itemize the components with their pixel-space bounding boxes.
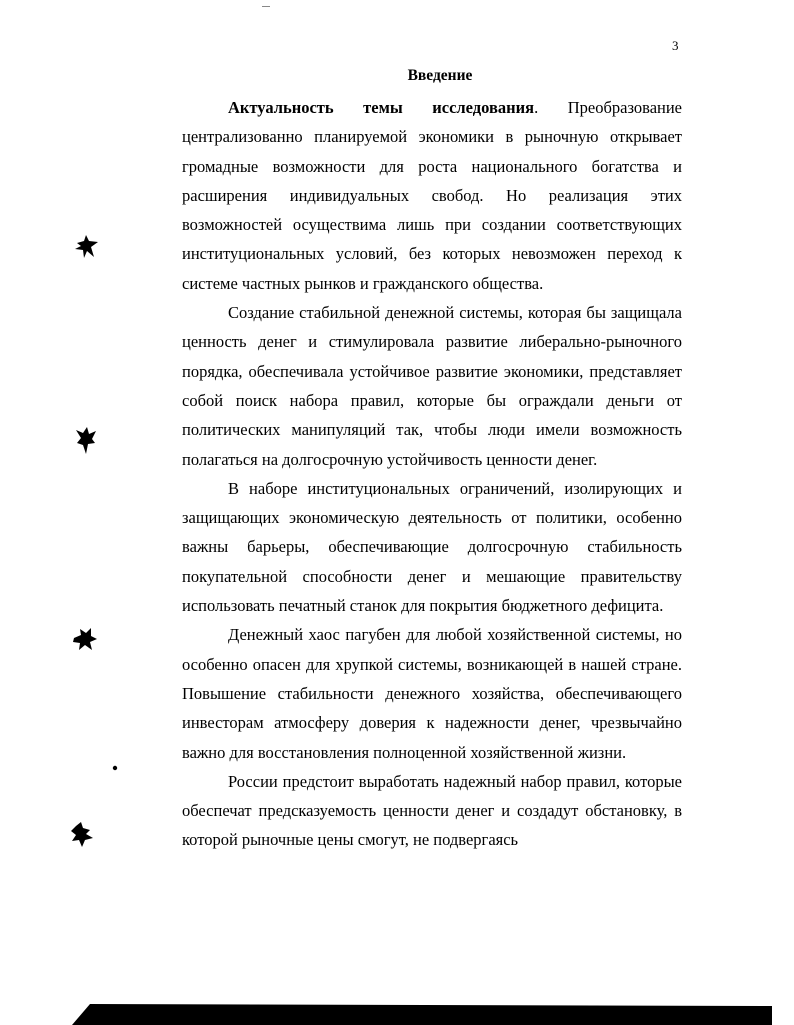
- paragraph: Денежный хаос пагубен для любой хозяйственной системы, но особенно опасен для хрупкой системы, возникающей в нашей стране. Повышение стабильности денежного хозяйства, обеспечивающего инвесторам атмосферу доверия к надежности денег, чрезвычайно важно для восстановления полноценной хозяйственной жизни.: [182, 625, 682, 762]
- page-title: Введение: [407, 67, 473, 84]
- paragraph: [182, 93, 682, 298]
- section-lead-heading: Актуальность темы исследования: [228, 98, 535, 117]
- hole-punch-mark: [74, 427, 98, 455]
- hole-punch-mark: [72, 628, 98, 652]
- paragraph: Создание стабильной денежной системы, которая бы защищала ценность денег и стимулировала развитие либерально-рыночного порядка, обеспечивала устойчивое развитие экономики, представляет собой поиск набора правил, которые бы ограждали деньги от политических манипуляций так, чтобы люди имели возможность полагаться на долгосрочную устойчивость ценности денег.: [182, 303, 682, 469]
- document-body: [182, 93, 682, 855]
- hole-punch-mark: [70, 822, 94, 848]
- page-number: 3: [672, 38, 679, 53]
- scan-edge-shadow: [72, 1004, 772, 1025]
- hole-punch-mark: [74, 235, 100, 259]
- paragraph-text: . Преобразование централизованно планируемой экономики в рыночную открывает громадные возможности для роста национального богатства и расширения индивидуальных свобод. Но реализация этих возможностей осуществима лишь при создании соответствующих институциональных условий, без которых невозможен переход к системе частных рынков и гражданского общества.: [182, 98, 683, 293]
- ink-dot-mark: [112, 765, 118, 771]
- paragraph: России предстоит выработать надежный набор правил, которые обеспечат предсказуемость ценности денег и создадут обстановку, в которой рыночные цены смогут, не подвергаясь: [182, 771, 682, 850]
- scan-mark: [262, 6, 270, 7]
- paragraph: В наборе институциональных ограничений, изолирующих и защищающих экономическую деятельность от политики, особенно важны барьеры, обеспечивающие долгосрочную стабильность покупательной способности денег и мешающие правительству использовать печатный станок для покрытия бюджетного дефицита.: [182, 478, 682, 616]
